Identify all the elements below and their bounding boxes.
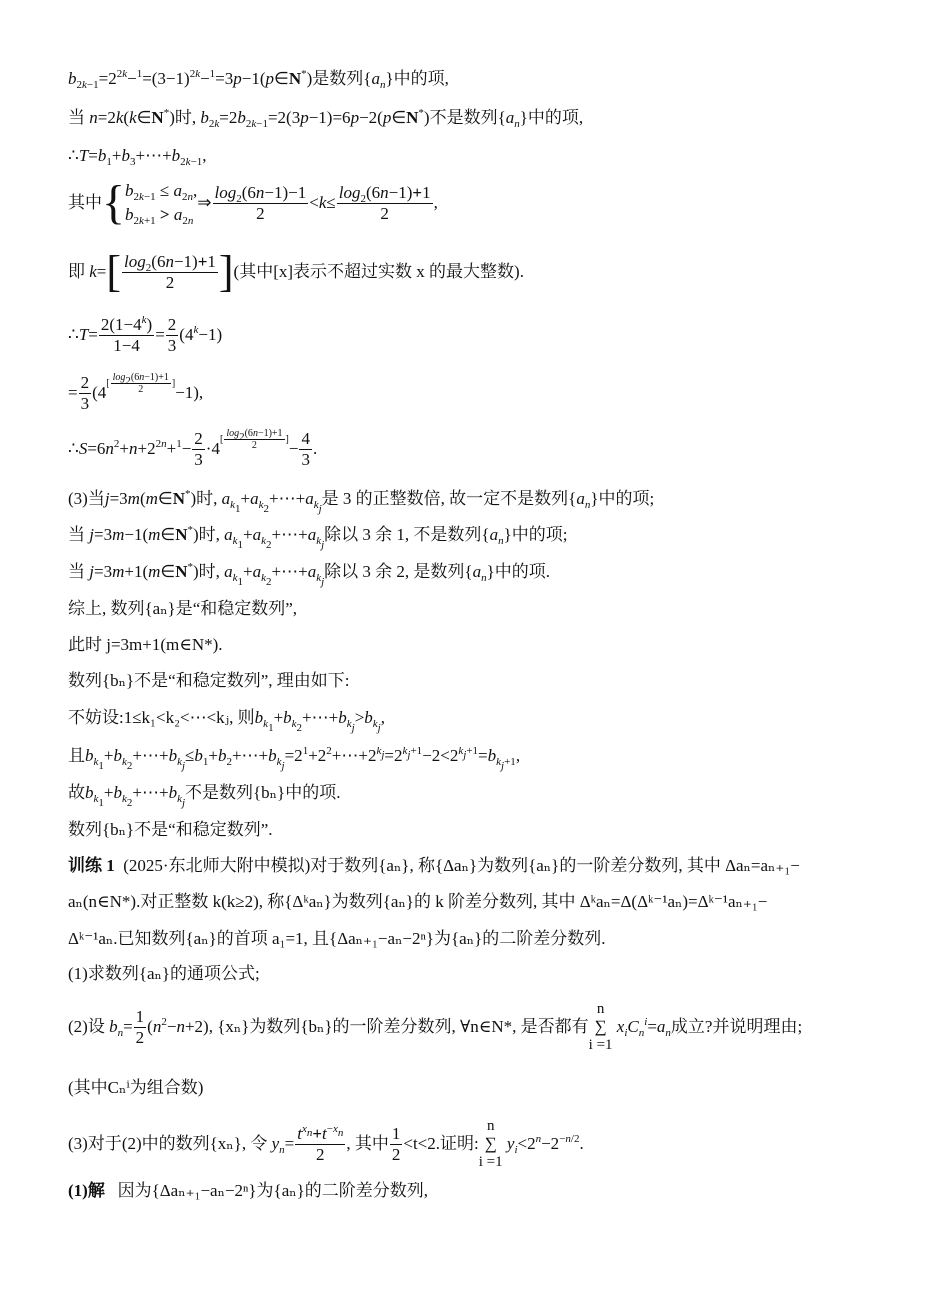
line-11: 当 j=3m+1(m∈N*)时, $a_{k_1}+a_{k_2}+\cdots+a_{k_j}$除以 3 余 2, 是数列$\{a_n\}$中的项. bbox=[68, 561, 551, 588]
line-6: ∴T= $\frac{2(1-4^k)}{1-4}$ = $\frac{2}{3}$ $(4^k-1)$ bbox=[68, 313, 223, 355]
solution-line: (1)解 因为{Δaₙ₊₁−aₙ−2ⁿ}为{aₙ}的二阶差分数列, bbox=[68, 1181, 429, 1200]
line-13: 此时 j=3m+1(m∈N*). bbox=[68, 635, 223, 654]
line-14: 数列{bₙ}不是“和稳定数列”, 理由如下: bbox=[68, 671, 350, 690]
line-1: $b_{2k-1}=2^{2k}-^1=(3-1)^{2k}-^1=3p-1(p\in N^*)$是数列$\{a_n\}$中的项, bbox=[68, 68, 449, 91]
question-2-note: (其中Cₙⁱ为组合数) bbox=[68, 1078, 204, 1097]
line-12: 综上, 数列{aₙ}是“和稳定数列”, bbox=[68, 599, 298, 618]
question-1: (1)求数列{aₙ}的通项公式; bbox=[68, 964, 260, 983]
line-18: 数列{bₙ}不是“和稳定数列”. bbox=[68, 820, 273, 839]
line-15: 不妨设:1≤k₁<k₂<⋯<kⱼ, 则$b_{k_1}+b_{k_2}+\cdots+b_{k_j}>b_{k_j}$, bbox=[68, 708, 385, 734]
training-heading: 训练 1 bbox=[68, 856, 115, 875]
line-2: 当 n=2k(k∈N*)时, $b_{2k}=2b_{2k-1}=2(3p-1)=6p-2(p\in N^*)$不是数列$\{a_n\}$中的项, bbox=[68, 107, 584, 130]
summation: n ∑ i =1 bbox=[588, 1001, 613, 1053]
line-8: $\therefore S=6n^2+n+2^{2n}+^1-$ $\frac{2}{3}$ ·4 [ $\frac{\log_2(6n-1)+1}{2}$ ] − $\frac{4}{3}$ . bbox=[68, 427, 318, 469]
line-9: (3)当j=3m(m∈N*)时, $a_{k_1}+a_{k_2}+\cdots+a_{k_j}$是 3 的正整数倍, 故一定不是数列$\{a_n\}$中的项; bbox=[68, 488, 655, 515]
training-line-3: Δᵏ⁻¹aₙ.已知数列{aₙ}的首项 a₁=1, 且{Δaₙ₊₁−aₙ−2ⁿ}为{aₙ}的二阶差分数列. bbox=[68, 929, 606, 948]
training-line-2: aₙ(n∈N*).对正整数 k(k≥2), 称{Δᵏaₙ}为数列{aₙ}的 k 阶差分数列, 其中 Δᵏaₙ=Δ(Δᵏ⁻¹aₙ)=Δᵏ⁻¹aₙ₊₁− bbox=[68, 892, 768, 911]
line-16: 且$b_{k_1}+b_{k_2}+\cdots+b_{k_j}\le b_1+b_2+\cdots+b_{k_j}=2^1+2^2+\cdots+2^{k_j}=2^{k_j+1}-2<2^{k_j+1}=b_{k_j+1}$, bbox=[68, 745, 521, 772]
question-2: (2)设 $b_n=$ $\frac{1}{2}$ $(n^2-n+2)$ , {xₙ}为数列{bₙ}的一阶差分数列, ∀n∈N*, 是否都有 n ∑ i =1 $x_iC_n^i=a_n$ 成立?并说明理由; bbox=[68, 1001, 803, 1053]
line-17: 故$b_{k_1}+b_{k_2}+\cdots+b_{k_j}$不是数列{bₙ}中的项. bbox=[68, 783, 341, 809]
line-3: $\therefore T=b_1+b_3+\cdots+b_{2k-1}$, bbox=[68, 146, 207, 168]
line-7: = $\frac{2}{3}$ (4 [ $\frac{\log_2(6n-1)+1}{2}$ ] −1), bbox=[68, 371, 204, 413]
line-4-system: 其中 { $b_{2k-1} \le a_{2n}$, $b_{2k+1} > a_{2n}$ ⇒ $\frac{\log_2(6n-1)-1}{2}$ <k≤ $\frac{\log_2(6n-1)+1}{2}$ , bbox=[68, 176, 438, 229]
question-3: (3)对于(2)中的数列{xₙ}, 令 $y_n=$ $\frac{t^{x_n}+t^{-x_n}}{2}$ , 其中 $\frac{1}{2}$ <t<2.证明: n ∑ i =1 $y_i<2^n-2^{-n/2}$. bbox=[68, 1118, 584, 1170]
left-brace: { bbox=[102, 176, 126, 229]
line-10: 当 j=3m−1(m∈N*)时, $a_{k_1}+a_{k_2}+\cdots+a_{k_j}$除以 3 余 1, 不是数列$\{a_n\}$中的项; bbox=[68, 524, 568, 551]
line-5: 即 k= [ $\frac{\log_2(6n-1)+1}{2}$ ] (其中[x]表示不超过实数 x 的最大整数). bbox=[68, 247, 524, 296]
solution-heading: (1)解 bbox=[68, 1181, 105, 1200]
training-line-1: 训练 1 (2025·东北师大附中模拟)对于数列{aₙ}, 称{Δaₙ}为数列{aₙ}的一阶差分数列, 其中 Δaₙ=aₙ₊₁− bbox=[68, 856, 800, 875]
